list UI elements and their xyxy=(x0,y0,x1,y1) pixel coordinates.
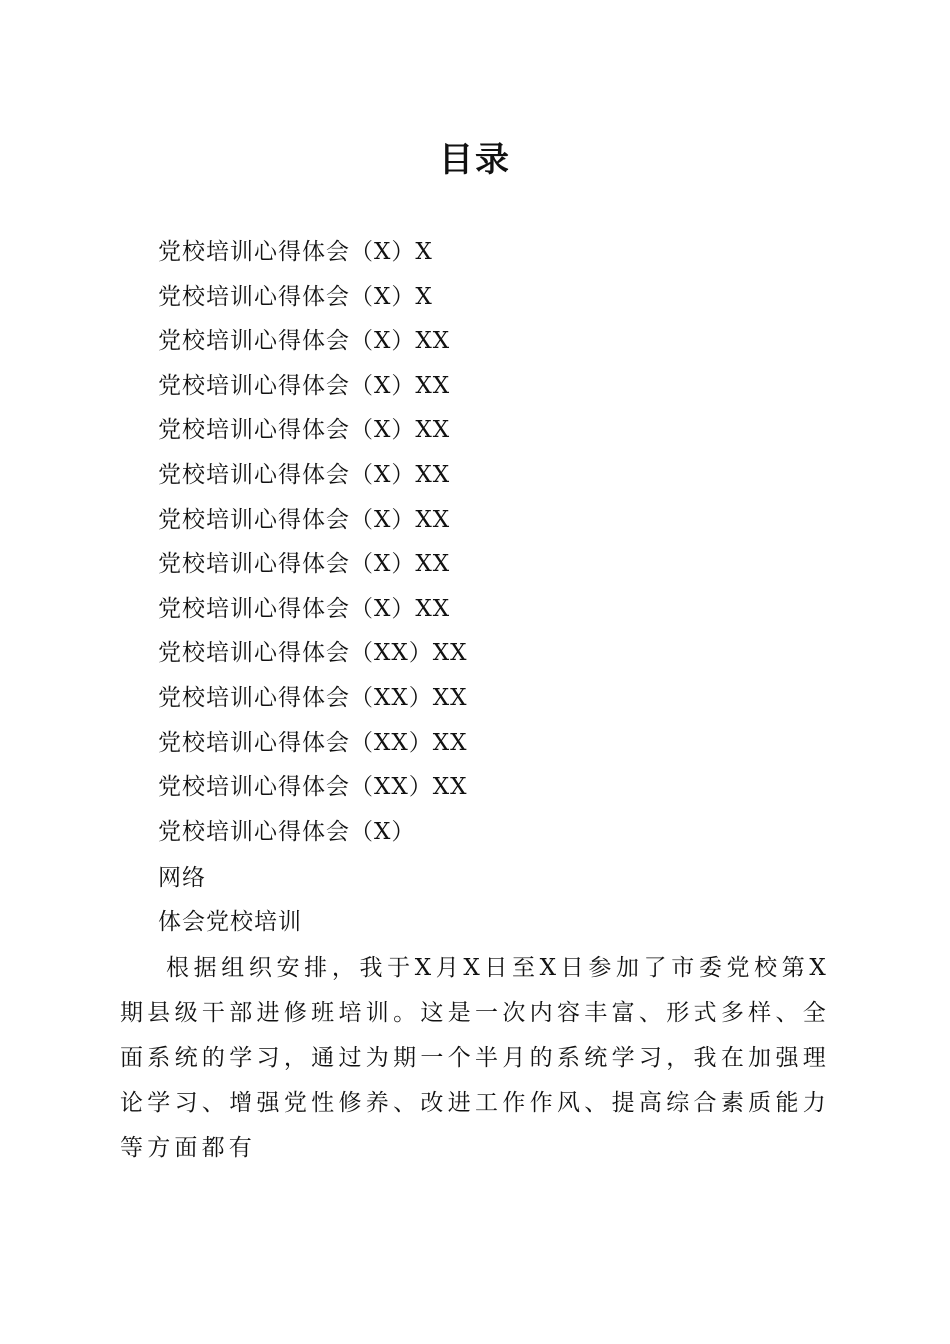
section-heading: 体会党校培训 xyxy=(158,909,302,935)
toc-item[interactable]: 党校培训心得体会（X）XX xyxy=(158,595,451,622)
page-title: 目录 xyxy=(439,140,511,180)
toc-item[interactable]: 党校培训心得体会（XX）XX xyxy=(158,640,468,667)
toc-item[interactable]: 党校培训心得体会（X）X xyxy=(158,239,433,265)
table-of-contents xyxy=(158,230,468,854)
toc-item[interactable]: 党校培训心得体会（X）XX xyxy=(158,551,451,578)
toc-item[interactable]: 党校培训心得体会（X）XX xyxy=(158,506,451,533)
toc-item[interactable]: 党校培训心得体会（X）XX xyxy=(158,372,451,399)
toc-item[interactable]: 党校培训心得体会（XX）XX xyxy=(158,684,468,711)
toc-item[interactable]: 党校培训心得体会（X）XX xyxy=(158,417,451,444)
toc-item[interactable]: 党校培训心得体会（XX）XX xyxy=(158,774,468,801)
toc-item[interactable]: 党校培训心得体会（X）X xyxy=(158,283,433,310)
toc-item[interactable]: 党校培训心得体会（XX）XX xyxy=(158,729,468,756)
toc-item[interactable]: 党校培训心得体会（X）XX xyxy=(158,328,451,355)
body-paragraph: 根据组织安排，我于X月X日至X日参加了市委党校第X期县级干部进修班培训。这是一次内容丰富、形式多样、全面系统的学习，通过为期一个半月的系统学习，我在加强理论学习、增强党性修养、改进工作作风、提高综合素质能力等方面都有 xyxy=(120,955,830,1161)
toc-item[interactable]: 党校培训心得体会（X）XX xyxy=(158,461,451,488)
toc-item[interactable]: 党校培训心得体会（X） xyxy=(158,818,416,845)
network-line: 网络 xyxy=(158,865,206,891)
